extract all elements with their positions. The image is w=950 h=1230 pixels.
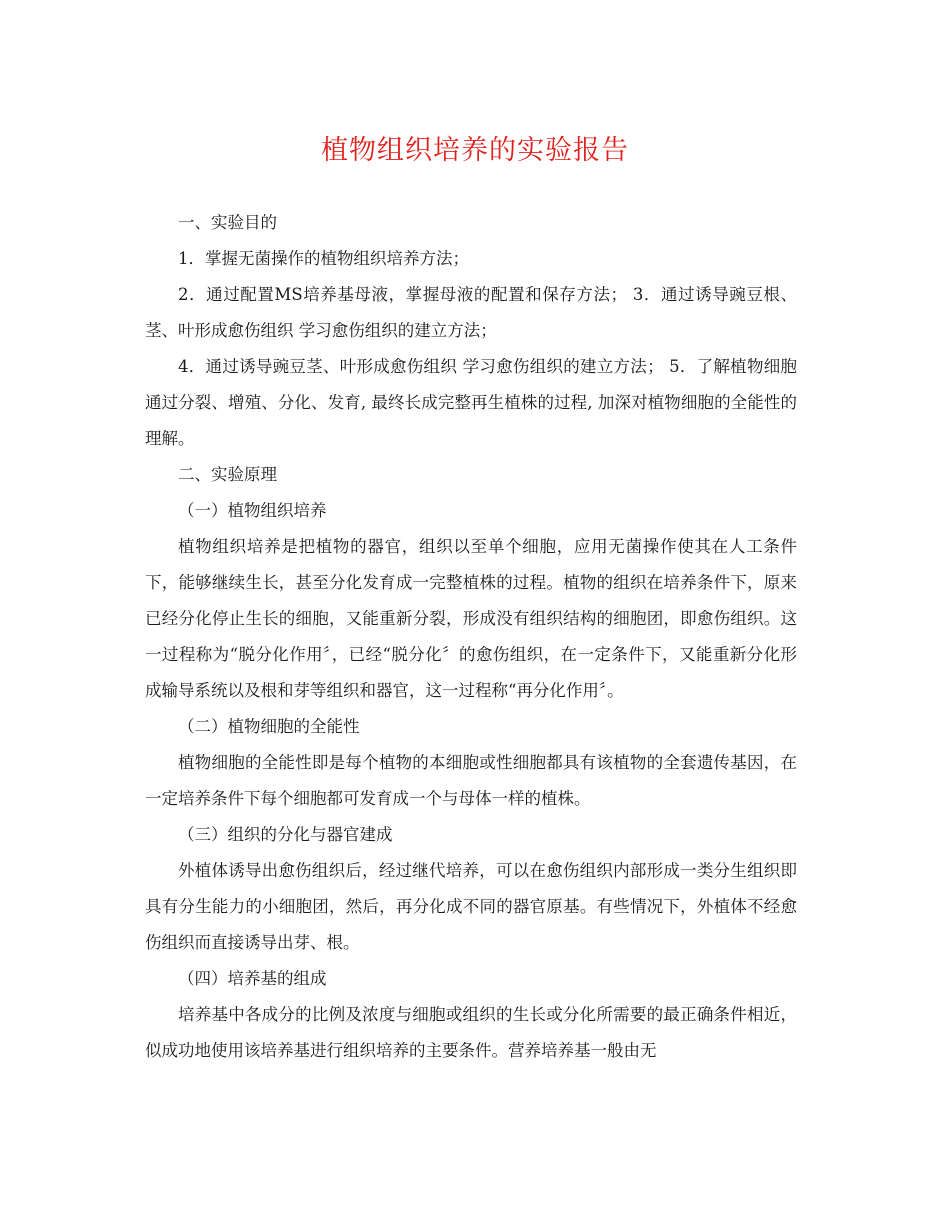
document-body xyxy=(145,205,797,1069)
paragraph-totipotency: 植物细胞的全能性即是每个植物的本细胞或性细胞都具有该植物的全套遗传基因，在一定培养条件下每个细胞都可发育成一个与母体一样的植株。 xyxy=(145,753,797,808)
paragraph-tissue-culture: 植物组织培养是把植物的器官，组织以至单个细胞，应用无菌操作使其在人工条件下，能够继续生长，甚至分化发育成一完整植株的过程。植物的组织在培养条件下，原来已经分化停止生长的细胞，又能重新分裂，形成没有组织结构的细胞团，即愈伤组织。这一过程称为“脱分化作用〞，已经“脱分化〞的愈伤组织，在一定条件下，又能重新分化形成输导系统以及根和芽等组织和器官，这一过程称“再分化作用〞。 xyxy=(145,537,797,700)
subheading-tissue-culture: （一）植物组织培养 xyxy=(178,501,327,520)
purpose-item-2-3: 2．通过配置MS培养基母液，掌握母液的配置和保存方法； 3．通过诱导豌豆根、茎、叶形成愈伤组织 学习愈伤组织的建立方法； xyxy=(145,285,797,340)
purpose-item-1: 1．掌握无菌操作的植物组织培养方法； xyxy=(178,249,469,268)
purpose-item-4-5: 4．通过诱导豌豆茎、叶形成愈伤组织 学习愈伤组织的建立方法； 5．了解植物细胞通过分裂、增殖、分化、发育, 最终长成完整再生植株的过程, 加深对植物细胞的全能性的理解。 xyxy=(145,357,797,448)
subheading-medium: （四）培养基的组成 xyxy=(178,969,327,988)
section-heading-principle: 二、实验原理 xyxy=(178,465,277,484)
paragraph-medium: 培养基中各成分的比例及浓度与细胞或组织的生长或分化所需要的最正确条件相近，似成功地使用该培养基进行组织培养的主要条件。营养培养基一般由无 xyxy=(145,1005,797,1060)
section-heading-purpose: 一、实验目的 xyxy=(178,213,277,232)
subheading-totipotency: （二）植物细胞的全能性 xyxy=(178,717,360,736)
paragraph-differentiation: 外植体诱导出愈伤组织后，经过继代培养，可以在愈伤组织内部形成一类分生组织即具有分生能力的小细胞团，然后，再分化成不同的器官原基。有些情况下，外植体不经愈伤组织而直接诱导出芽、根。 xyxy=(145,861,797,952)
subheading-differentiation: （三）组织的分化与器官建成 xyxy=(178,825,393,844)
document-title: 植物组织培养的实验报告 xyxy=(321,135,629,166)
